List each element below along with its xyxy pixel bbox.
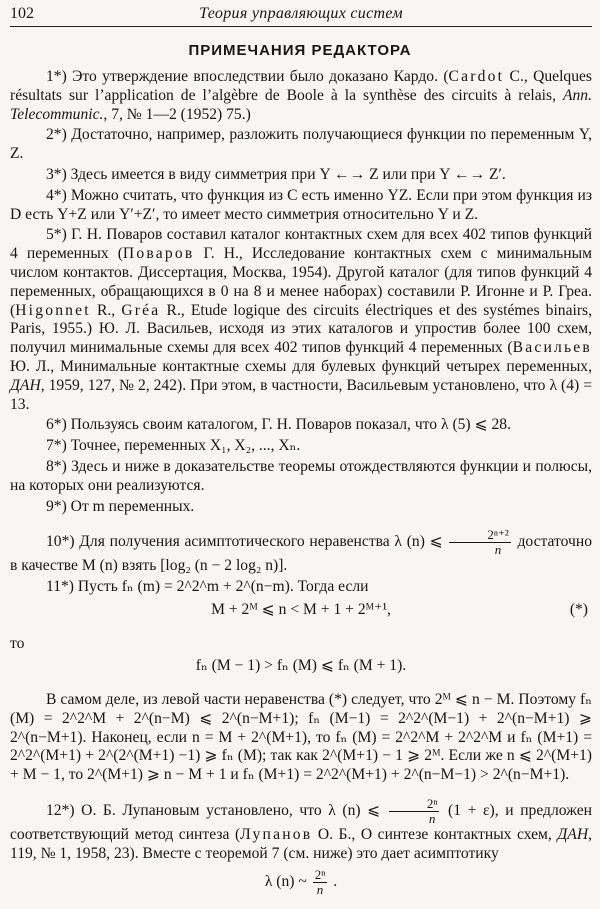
note-1-text-c: C., Quelques résultats sur l’application de l’algèbre de Boole à la synthèse des circuits à relais, xyxy=(10,68,592,104)
formula-inequality xyxy=(10,601,592,631)
formula-consequence xyxy=(10,657,592,687)
fraction-denominator: n xyxy=(428,810,436,826)
fraction-numerator: 2ⁿ xyxy=(314,866,326,882)
note-5-author-povarov: Поваров xyxy=(122,245,195,263)
fraction xyxy=(313,868,328,897)
running-title: Теория управляющих систем xyxy=(199,5,403,22)
running-header xyxy=(10,4,592,27)
note-11-proof: В самом деле, из левой части неравенства (*) следует, что 2ᴹ ⩽ n − M. Поэтому fₙ (M) = 2^2^M + 2^(n−M) ⩽ 2^(n−M+1); fₙ (M−1) = 2^2^(M−1) + 2^(n−M+1) ⩾ 2^(n−M+1). Наконец, если n = M + 2^(M+1), то fₙ (M) = 2^2^M + 2^2^M и fₙ (M+1) = 2^2^(M+1) + 2^(2^(M+1) −1) ⩾ fₙ (M); так как 2^(M+1) − 1 ⩾ 2ᴹ. Если же n ⩽ 2^(M+1) + M − 1, то 2^(M+1) ⩾ n − M + 1 и fₙ (M+1) = 2^2^(M+1) + 2^(n−M−1) > 2^(n−M+1). xyxy=(10,690,592,784)
formula-asymptotic-lhs: λ (n) ~ xyxy=(264,872,311,890)
fraction xyxy=(449,528,510,557)
note-12-journal: ДАН xyxy=(557,825,589,843)
formula-consequence-text: fₙ (M − 1) > fₙ (M) ⩽ fₙ (M + 1). xyxy=(195,656,407,674)
note-7: 7*) Точнее, переменных X₁, X₂, ..., Xₙ. xyxy=(46,437,301,455)
note-12-author: Лупанов xyxy=(240,825,313,843)
note-5-text-g: R., Etude logique des circuits électriques et des systémes binairs, Paris, 1955.) Ю. Л. Васильев, исходя из этих каталогов и упростив более 100 схем, получил минимальные схемы для всех 402 типов функций 4 переменных ( xyxy=(10,301,592,357)
fraction-denominator: n xyxy=(494,542,502,558)
fraction-denominator: n xyxy=(316,881,324,897)
note-2: 2*) Достаточно, например, разложить получающиеся функции по переменным Y, Z. xyxy=(10,126,592,163)
note-10-text-b: достаточно в качестве M (n) взять [log₂ (n − 2 log₂ n)]. xyxy=(10,533,592,575)
note-5-author-grea: Gréa xyxy=(121,301,161,319)
note-1 xyxy=(10,68,592,124)
note-4: 4*) Можно считать, что функция из C есть именно YZ. Если при этом функция из D есть Y+Z или Y′+Z′, то имеет место симметрия относительно Y и Z. xyxy=(10,186,592,223)
note-12-text-d: О. Б., О синтезе контактных схем, xyxy=(312,825,558,843)
fraction xyxy=(389,797,440,826)
note-12-text-b: (1 + ε), и предложен соответствующий метод синтеза ( xyxy=(10,801,593,843)
note-1-text-e: , 7, № 1—2 (1952) 75.) xyxy=(103,105,251,123)
note-10 xyxy=(10,528,592,576)
note-5-author-higonnet: Higonnet xyxy=(15,301,91,319)
note-12 xyxy=(10,797,592,864)
page-number: 102 xyxy=(10,5,34,22)
section-title: ПРИМЕЧАНИЯ РЕДАКТОРА xyxy=(188,42,412,59)
note-11-to: то xyxy=(10,634,25,652)
note-5 xyxy=(10,226,592,414)
formula-asymptotic-end: . xyxy=(329,872,338,890)
note-8: 8*) Здесь и ниже в доказательстве теоремы отождествляются функции и полюсы, на которых они реализуются. xyxy=(10,457,592,494)
note-10-text-a: 10*) Для получения асимптотического неравенства λ (n) ⩽ xyxy=(46,533,448,551)
note-5-author-vasiliev: Васильев xyxy=(512,339,592,357)
note-5-journal: ДАН xyxy=(10,376,41,394)
note-5-text-a: 5*) Г. Н. Поваров составил каталог контактных схем для всех 402 типов функций 4 переменных ( xyxy=(10,226,592,263)
equation-mark: (*) xyxy=(569,600,588,618)
note-5-text-k: , 1959, 127, № 2, 242). При этом, в частности, Васильевым установлено, что λ (4) = 13. xyxy=(10,376,592,413)
formula-inequality-text: M + 2ᴹ ⩽ n < M + 1 + 2ᴹ⁺¹, xyxy=(211,600,391,618)
note-12-text-a: 12*) О. Б. Лупановым установлено, что λ (n) ⩽ xyxy=(46,801,387,819)
note-9: 9*) От m переменных. xyxy=(46,497,195,515)
formula-asymptotic xyxy=(10,868,592,904)
note-5-text-i: Ю. Л., Минимальные контактные схемы для булевых функций четырех переменных, xyxy=(10,357,592,375)
fraction-numerator: 2ⁿ xyxy=(389,797,440,812)
spacer xyxy=(10,787,592,797)
note-1-author: Cardot xyxy=(448,68,505,85)
notes-body xyxy=(10,68,592,908)
note-6: 6*) Пользуясь своим каталогом, Г. Н. Поваров показал, что λ (5) ⩽ 28. xyxy=(46,416,511,434)
note-12-text-f: , 119, № 1, 1958, 23). Вместе с теоремой 7 (см. ниже) это дает асимптотику xyxy=(10,825,592,862)
note-3: 3*) Здесь имеется в виду симметрия при Y ←→ Z или при Y ←→ Z′. xyxy=(46,165,506,183)
note-11-intro: 11*) Пусть fₙ (m) = 2^2^m + 2^(n−m). Тогда если xyxy=(46,578,369,596)
note-5-text-c: Г. Н., Исследование контактных схем с минимальным числом контактов. Диссертация, Москва, 1954). Другой каталог (для типов функций 4 переменных, обращающихся в 0 на 8 и менее наборах) составили Р. Игонне и Р. Греа. ( xyxy=(10,245,592,319)
note-1-text-a: 1*) Это утверждение впоследствии было доказано Кардо. ( xyxy=(46,68,449,85)
note-1-journal: Ann. Telecommunic. xyxy=(10,86,592,123)
fraction-numerator: 2ⁿ⁺² xyxy=(449,528,510,543)
note-5-text-e: R., xyxy=(90,301,122,319)
